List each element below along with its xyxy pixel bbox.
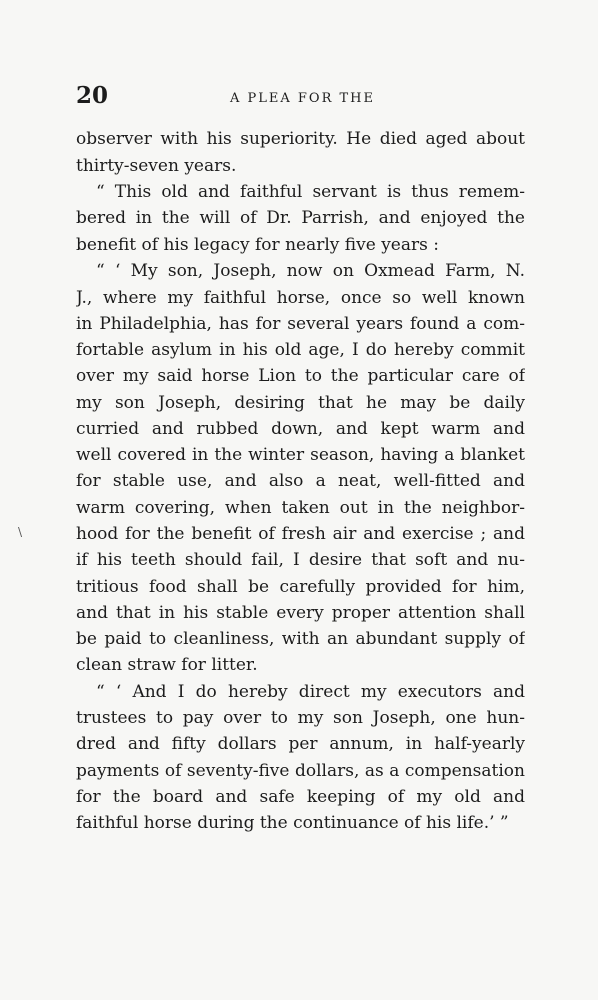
text-line: curried and rubbed down, and kept warm and — [76, 421, 525, 438]
text-line: in Philadelphia, has for several years found a com- — [76, 316, 525, 333]
text-line: over my said horse Lion to the particular care of — [76, 368, 525, 385]
text-line: for stable use, and also a neat, well-fitted and — [76, 473, 525, 490]
text-line: thirty-seven years. — [76, 158, 237, 175]
text-line: “ ‘ And I do hereby direct my executors and — [96, 684, 525, 701]
text-line: be paid to cleanliness, with an abundant supply of — [76, 631, 525, 648]
text-line: trustees to pay over to my son Joseph, one hun- — [76, 710, 525, 727]
page-number: 20 — [76, 82, 109, 109]
running-head: A PLEA FOR THE — [230, 91, 376, 106]
text-line: hood for the benefit of fresh air and exercise ; and — [76, 526, 525, 543]
text-line: warm covering, when taken out in the neighbor- — [76, 500, 525, 517]
text-line: dred and fifty dollars per annum, in half-yearly — [76, 736, 525, 753]
margin-mark: \ — [18, 525, 23, 539]
text-line: observer with his superiority. He died aged about — [76, 131, 525, 148]
text-line: well covered in the winter season, having a blanket — [76, 447, 525, 464]
text-line: J., where my faithful horse, once so well known — [76, 290, 525, 307]
text-line: for the board and safe keeping of my old and — [76, 789, 525, 806]
text-line: benefit of his legacy for nearly five years : — [76, 237, 439, 254]
text-line: and that in his stable every proper attention shall — [76, 605, 525, 622]
text-line: faithful horse during the continuance of his life.’ ” — [76, 815, 509, 832]
text-line: “ ‘ My son, Joseph, now on Oxmead Farm, N. — [96, 263, 525, 280]
text-line: if his teeth should fail, I desire that soft and nu- — [76, 552, 525, 569]
text-line: tritious food shall be carefully provided for him, — [76, 579, 525, 596]
text-line: fortable asylum in his old age, I do hereby commit — [76, 342, 525, 359]
text-line: my son Joseph, desiring that he may be daily — [76, 395, 525, 412]
text-line: bered in the will of Dr. Parrish, and enjoyed the — [76, 210, 525, 227]
text-line: clean straw for litter. — [76, 657, 258, 674]
text-line: “ This old and faithful servant is thus remem- — [96, 184, 525, 201]
text-line: payments of seventy-five dollars, as a compensation — [76, 763, 525, 780]
